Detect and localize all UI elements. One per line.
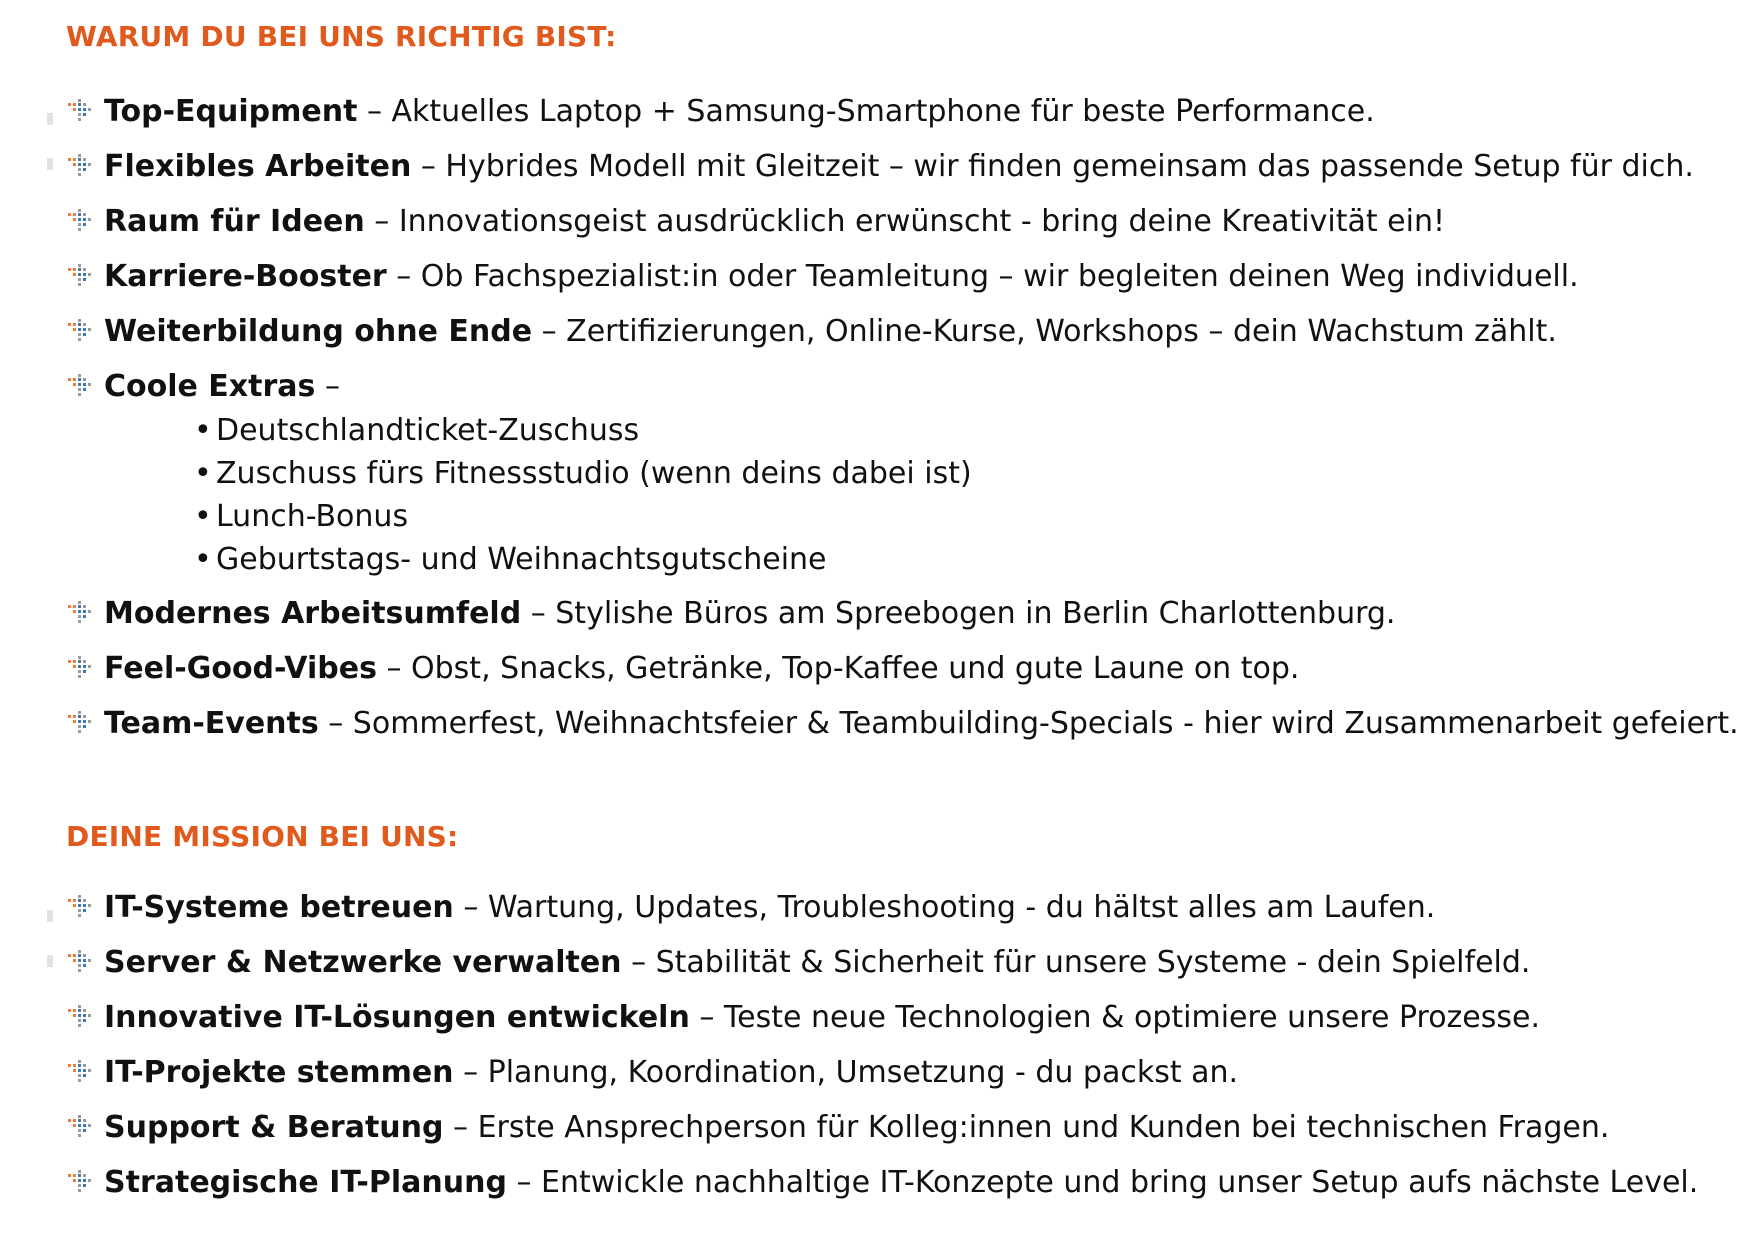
- list-item: [66, 888, 1698, 928]
- list-item: [66, 594, 1739, 634]
- dot-grid-bullet-icon: [66, 1004, 92, 1030]
- item-description: – Entwickle nachhaltige IT-Konzepte und bring unser Setup aufs nächste Level.: [506, 1165, 1699, 1200]
- dot-grid-bullet-icon: [66, 98, 92, 124]
- item-title: IT-Projekte stemmen: [104, 1055, 454, 1090]
- dot-grid-bullet-icon: [66, 1059, 92, 1085]
- dot-grid-bullet-icon: [66, 600, 92, 626]
- item-description: – Aktuelles Laptop + Samsung-Smartphone für beste Performance.: [357, 94, 1375, 129]
- round-bullet-icon: •: [194, 413, 212, 448]
- extras-list: [194, 409, 972, 581]
- item-title: Modernes Arbeitsumfeld: [104, 596, 522, 631]
- extras-item: • Lunch-Bonus: [194, 495, 972, 538]
- item-description: –: [315, 369, 340, 404]
- dot-grid-bullet-icon: [66, 208, 92, 234]
- dot-grid-bullet-icon: [66, 373, 92, 399]
- edge-mark: [47, 158, 53, 170]
- list-item: [66, 943, 1698, 983]
- item-title: Karriere-Booster: [104, 259, 387, 294]
- mission-heading: DEINE MISSION BEI UNS:: [66, 820, 459, 853]
- list-item: [66, 649, 1739, 689]
- dot-grid-bullet-icon: [66, 655, 92, 681]
- item-description: – Hybrides Modell mit Gleitzeit – wir finden gemeinsam das passende Setup für dich.: [411, 149, 1694, 184]
- benefits-list: [66, 92, 1739, 744]
- edge-mark: [47, 955, 53, 967]
- item-title: Coole Extras: [104, 369, 316, 404]
- item-title: Flexibles Arbeiten: [104, 149, 412, 184]
- item-title: Support & Beratung: [104, 1110, 444, 1145]
- list-item: [66, 367, 1739, 581]
- item-description: – Stabilität & Sicherheit für unsere Systeme - dein Spielfeld.: [621, 945, 1531, 980]
- list-item: [66, 202, 1739, 242]
- round-bullet-icon: •: [194, 542, 212, 577]
- dot-grid-bullet-icon: [66, 263, 92, 289]
- extras-item: • Deutschlandticket-Zuschuss: [194, 409, 972, 452]
- item-title: Feel-Good-Vibes: [104, 651, 377, 686]
- item-title: IT-Systeme betreuen: [104, 890, 454, 925]
- item-title: Innovative IT-Lösungen entwickeln: [104, 1000, 690, 1035]
- list-item: [66, 312, 1739, 352]
- item-title: Raum für Ideen: [104, 204, 365, 239]
- item-description: – Planung, Koordination, Umsetzung - du packst an.: [453, 1055, 1239, 1090]
- benefits-section: [66, 20, 1739, 759]
- extras-item: • Geburtstags- und Weihnachtsgutscheine: [194, 538, 972, 581]
- item-description: – Wartung, Updates, Troubleshooting - du hältst alles am Laufen.: [453, 890, 1436, 925]
- item-title: Server & Netzwerke verwalten: [104, 945, 622, 980]
- item-description: – Teste neue Technologien & optimiere unsere Prozesse.: [689, 1000, 1541, 1035]
- dot-grid-bullet-icon: [66, 710, 92, 736]
- edge-mark: [47, 910, 53, 922]
- mission-section: [66, 820, 1698, 1218]
- list-item: [66, 147, 1739, 187]
- edge-mark: [47, 113, 53, 125]
- list-item: [66, 92, 1739, 132]
- list-item: [66, 1108, 1698, 1148]
- item-title: Top-Equipment: [104, 94, 358, 129]
- list-item: [66, 1163, 1698, 1203]
- item-title: Team-Events: [104, 706, 319, 741]
- dot-grid-bullet-icon: [66, 1114, 92, 1140]
- dot-grid-bullet-icon: [66, 949, 92, 975]
- item-description: – Stylishe Büros am Spreebogen in Berlin Charlottenburg.: [521, 596, 1396, 631]
- list-item: [66, 257, 1739, 297]
- dot-grid-bullet-icon: [66, 153, 92, 179]
- item-description: – Ob Fachspezialist:in oder Teamleitung – wir begleiten deinen Weg individuell.: [386, 259, 1579, 294]
- item-description: – Erste Ansprechperson für Kolleg:innen und Kunden bei technischen Fragen.: [443, 1110, 1610, 1145]
- dot-grid-bullet-icon: [66, 894, 92, 920]
- item-description: – Obst, Snacks, Getränke, Top-Kaffee und gute Laune on top.: [376, 651, 1300, 686]
- item-title: Strategische IT-Planung: [104, 1165, 507, 1200]
- list-item: [66, 998, 1698, 1038]
- item-description: – Zertifizierungen, Online-Kurse, Workshops – dein Wachstum zählt.: [532, 314, 1557, 349]
- item-description: – Innovationsgeist ausdrücklich erwünscht - bring deine Kreativität ein!: [364, 204, 1445, 239]
- round-bullet-icon: •: [194, 456, 212, 491]
- dot-grid-bullet-icon: [66, 1169, 92, 1195]
- item-description: – Sommerfest, Weihnachtsfeier & Teambuilding-Specials - hier wird Zusammenarbeit gefeiert.: [318, 706, 1739, 741]
- extras-item: • Zuschuss fürs Fitnessstudio (wenn deins dabei ist): [194, 452, 972, 495]
- list-item: [66, 704, 1739, 744]
- round-bullet-icon: •: [194, 499, 212, 534]
- dot-grid-bullet-icon: [66, 318, 92, 344]
- benefits-heading: WARUM DU BEI UNS RICHTIG BIST:: [66, 20, 617, 53]
- list-item: [66, 1053, 1698, 1093]
- mission-list: [66, 888, 1698, 1203]
- item-title: Weiterbildung ohne Ende: [104, 314, 533, 349]
